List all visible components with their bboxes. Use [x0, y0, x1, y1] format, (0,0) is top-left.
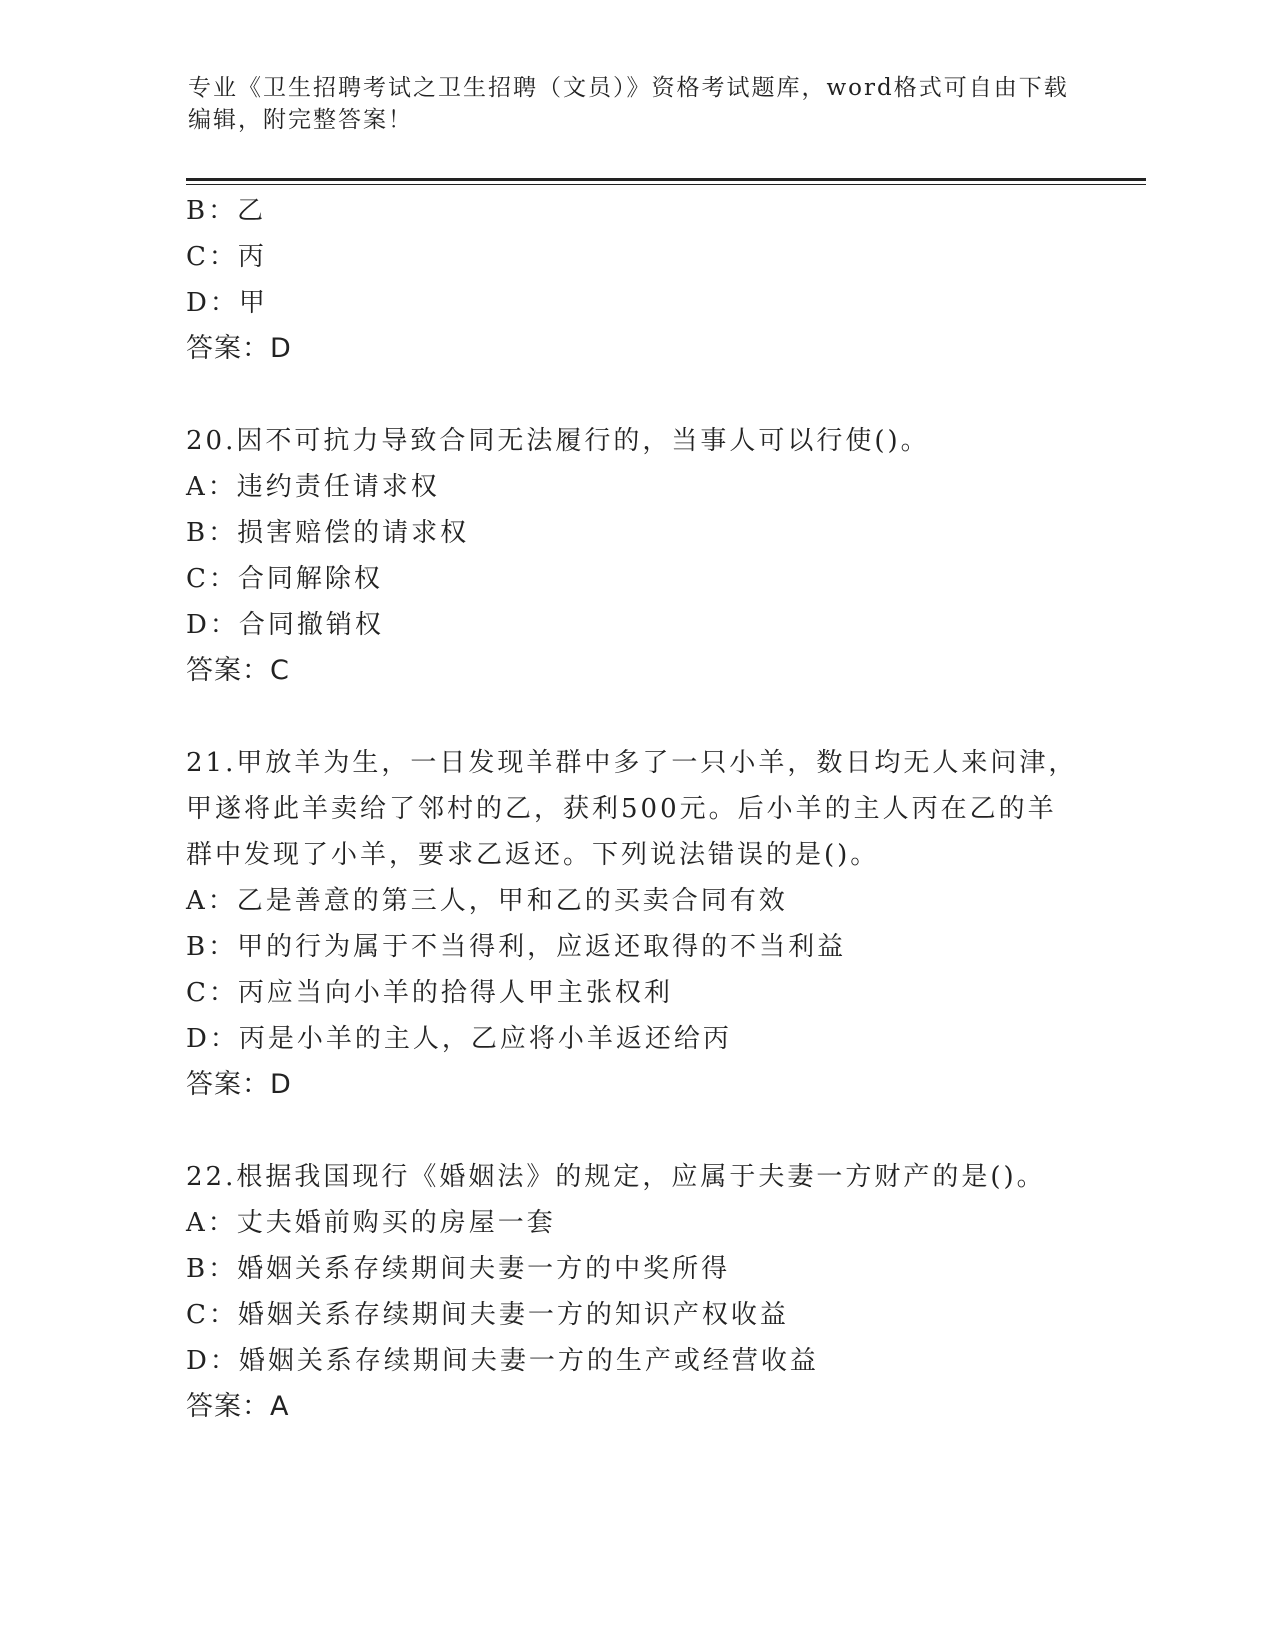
option-c: C：合同解除权 — [186, 564, 383, 594]
option-c: C：丙应当向小羊的拾得人甲主张权利 — [186, 978, 673, 1008]
question-stem: 20.因不可抗力导致合同无法履行的，当事人可以行使()。 — [186, 426, 930, 456]
answer-line: 答案：C — [186, 655, 290, 686]
spacer — [186, 372, 1086, 418]
question-stem: 甲遂将此羊卖给了邻村的乙，获利500元。后小羊的主人丙在乙的羊 — [186, 794, 1057, 824]
option-d: D：丙是小羊的主人，乙应将小羊返还给丙 — [186, 1024, 732, 1054]
option-a: A：违约责任请求权 — [186, 472, 440, 502]
question-stem: 21.甲放羊为生，一日发现羊群中多了一只小羊，数日均无人来问津， — [186, 748, 1078, 778]
option-d: D：婚姻关系存续期间夫妻一方的生产或经营收益 — [186, 1346, 819, 1376]
answer-line: 答案：A — [186, 1391, 290, 1422]
question-22 — [186, 1154, 1086, 1430]
option-c: C：丙 — [186, 242, 267, 272]
header-rule-thin — [186, 184, 1146, 185]
document-header — [188, 72, 1068, 136]
answer-line: 答案：D — [186, 1069, 292, 1100]
spacer — [186, 1108, 1086, 1154]
previous-question-tail — [186, 188, 1086, 372]
question-21 — [186, 740, 1086, 1108]
option-d: D：合同撤销权 — [186, 610, 384, 640]
option-b: B：婚姻关系存续期间夫妻一方的中奖所得 — [186, 1254, 731, 1284]
option-b: B：损害赔偿的请求权 — [186, 518, 470, 548]
header-line-2: 编辑，附完整答案！ — [188, 107, 413, 133]
option-b: B：乙 — [186, 196, 267, 226]
option-d: D：甲 — [186, 288, 268, 318]
question-stem: 22.根据我国现行《婚姻法》的规定，应属于夫妻一方财产的是()。 — [186, 1162, 1046, 1192]
option-c: C：婚姻关系存续期间夫妻一方的知识产权收益 — [186, 1300, 789, 1330]
option-a: A：乙是善意的第三人，甲和乙的买卖合同有效 — [186, 886, 788, 916]
question-list — [186, 188, 1086, 1430]
question-20 — [186, 418, 1086, 694]
header-rule-thick — [186, 178, 1146, 181]
question-stem: 群中发现了小羊，要求乙返还。下列说法错误的是()。 — [186, 840, 880, 870]
option-a: A：丈夫婚前购买的房屋一套 — [186, 1208, 556, 1238]
answer-line: 答案：D — [186, 333, 292, 364]
header-line-1: 专业《卫生招聘考试之卫生招聘（文员）》资格考试题库，word格式可自由下载 — [188, 75, 1069, 101]
spacer — [186, 694, 1086, 740]
option-b: B：甲的行为属于不当得利，应返还取得的不当利益 — [186, 932, 847, 962]
